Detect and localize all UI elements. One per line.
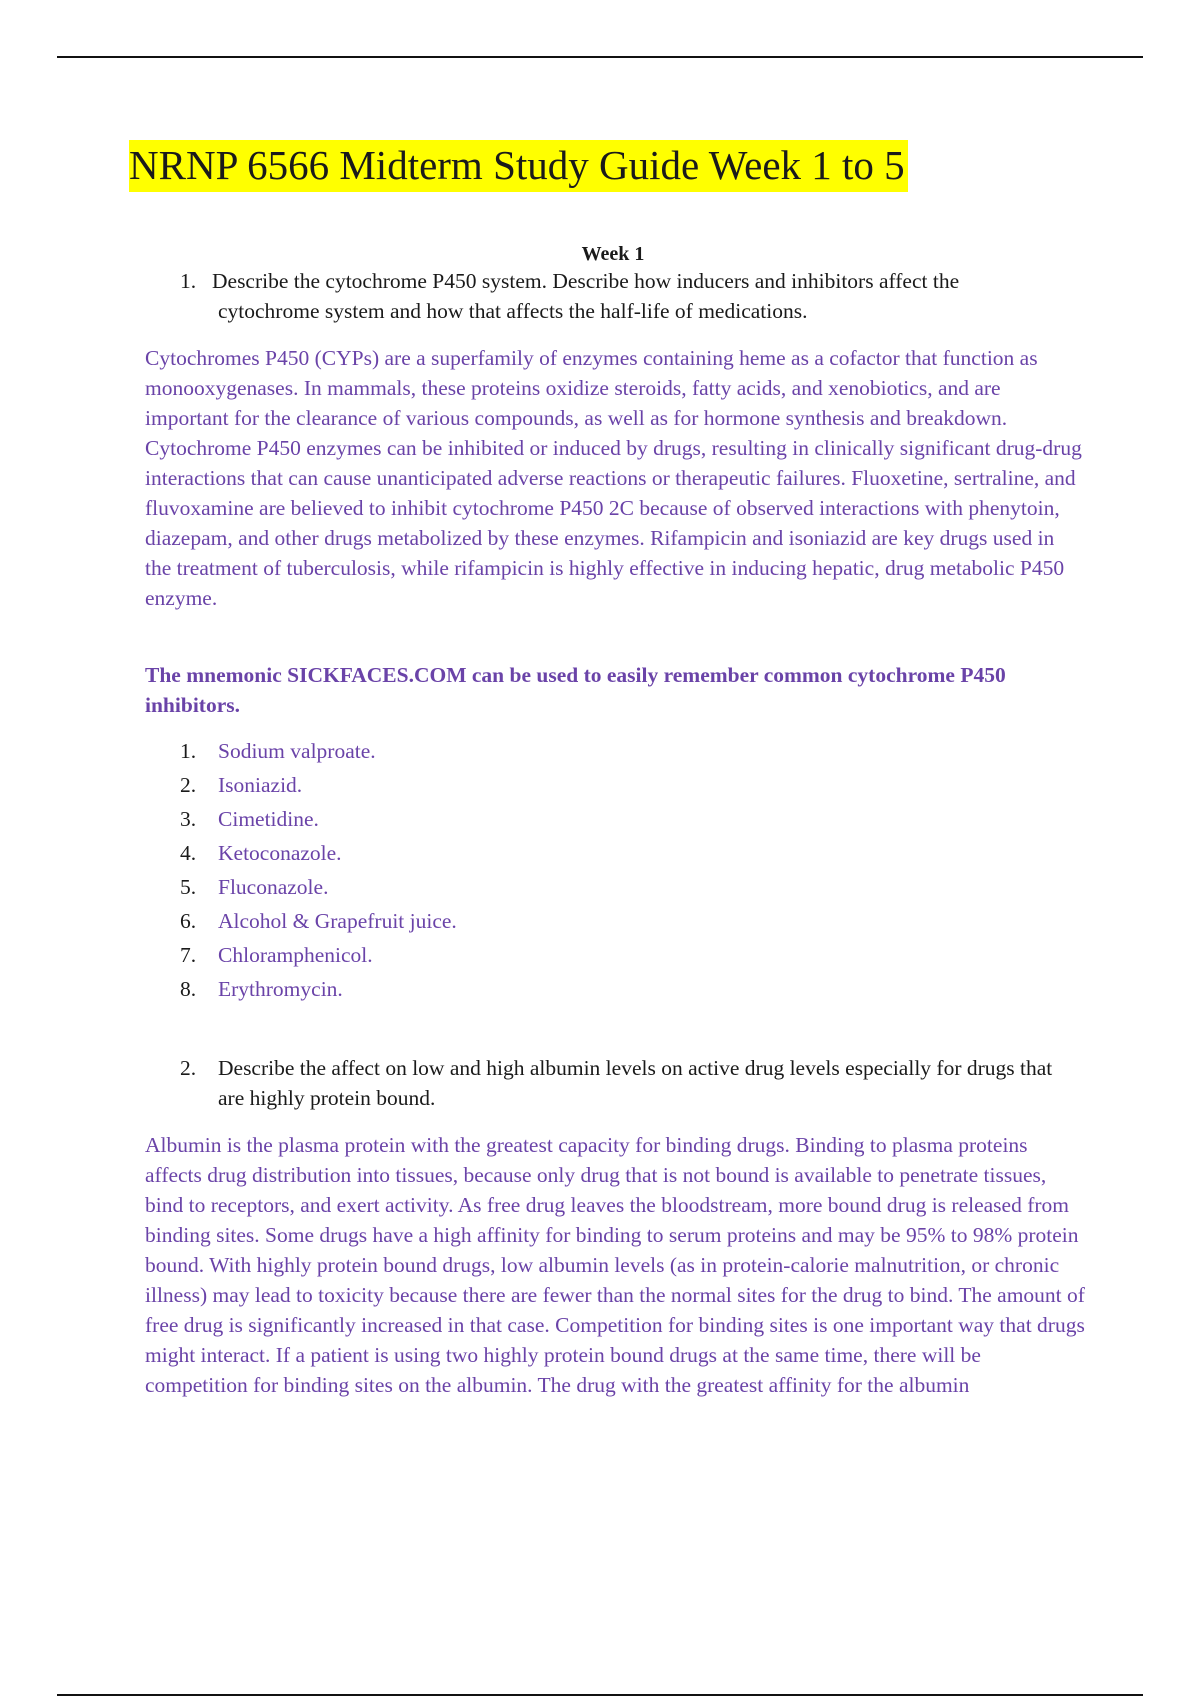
list-item-text: Cimetidine. [218,807,319,831]
list-item-number: 1. [180,739,197,763]
question-number: 2. [180,1056,197,1080]
list-item-text: Ketoconazole. [218,841,342,865]
list-item-number: 2. [180,773,197,797]
list-item-number: 3. [180,807,197,831]
list-item-text: Sodium valproate. [218,739,376,763]
mnemonic-heading: The mnemonic SICKFACES.COM can be used to easily remember common cytochrome P450 inhibitors. [145,663,1006,717]
list-item-text: Erythromycin. [218,977,343,1001]
title-container [129,140,908,192]
list-item-text: Fluconazole. [218,875,329,899]
list-item-number: 7. [180,943,197,967]
list-item-number: 5. [180,875,197,899]
answer-1: Cytochromes P450 (CYPs) are a superfamily of enzymes containing heme as a cofactor that function as monooxygenases. In mammals, these proteins oxidize steroids, fatty acids, and xenobiotics, and are important for the clearance of various compounds, as well as for hormone synthesis and breakdown. Cytochrome P450 enzymes can be inhibited or induced by drugs, resulting in clinically significant drug-drug interactions that can cause unanticipated adverse reactions or therapeutic failures. Fluoxetine, sertraline, and fluvoxamine are believed to inhibit cytochrome P450 2C because of observed interactions with phenytoin, diazepam, and other drugs metabolized by these enzymes. Rifampicin and isoniazid are key drugs used in the treatment of tuberculosis, while rifampicin is highly effective in inducing hepatic, drug metabolic P450 enzyme. [145,346,1082,610]
list-item-number: 6. [180,909,197,933]
list-item-text: Isoniazid. [218,773,303,797]
question-number: 1. [180,269,197,293]
list-item-number: 8. [180,977,197,1001]
question-2 [180,1053,1060,1113]
bottom-rule [57,1694,1143,1696]
week-heading: Week 1 [581,243,645,265]
list-item-text: Alcohol & Grapefruit juice. [218,909,457,933]
list-item-text: Chloramphenicol. [218,943,373,967]
question-text: Describe the cytochrome P450 system. Describe how inducers and inhibitors affect the cytochrome system and how that affects the half-life of medications. [212,269,960,323]
question-text: Describe the affect on low and high albumin levels on active drug levels especially for drugs that are highly protein bound. [218,1056,1053,1110]
question-1 [180,266,1060,326]
top-rule [57,56,1143,58]
list-item-number: 4. [180,841,197,865]
document-title: NRNP 6566 Midterm Study Guide Week 1 to 5 [129,140,908,192]
answer-2: Albumin is the plasma protein with the greatest capacity for binding drugs. Binding to plasma proteins affects drug distribution into tissues, because only drug that is not bound is available to penetrate tissues, bind to receptors, and exert activity. As free drug leaves the bloodstream, more bound drug is released from binding sites. Some drugs have a high affinity for binding to serum proteins and may be 95% to 98% protein bound. With highly protein bound drugs, low albumin levels (as in protein-calorie malnutrition, or chronic illness) may lead to toxicity because there are fewer than the normal sites for the drug to bind. The amount of free drug is significantly increased in that case. Competition for binding sites is one important way that drugs might interact. If a patient is using two highly protein bound drugs at the same time, there will be competition for binding sites on the albumin. The drug with the greatest affinity for the albumin [145,1133,1085,1397]
